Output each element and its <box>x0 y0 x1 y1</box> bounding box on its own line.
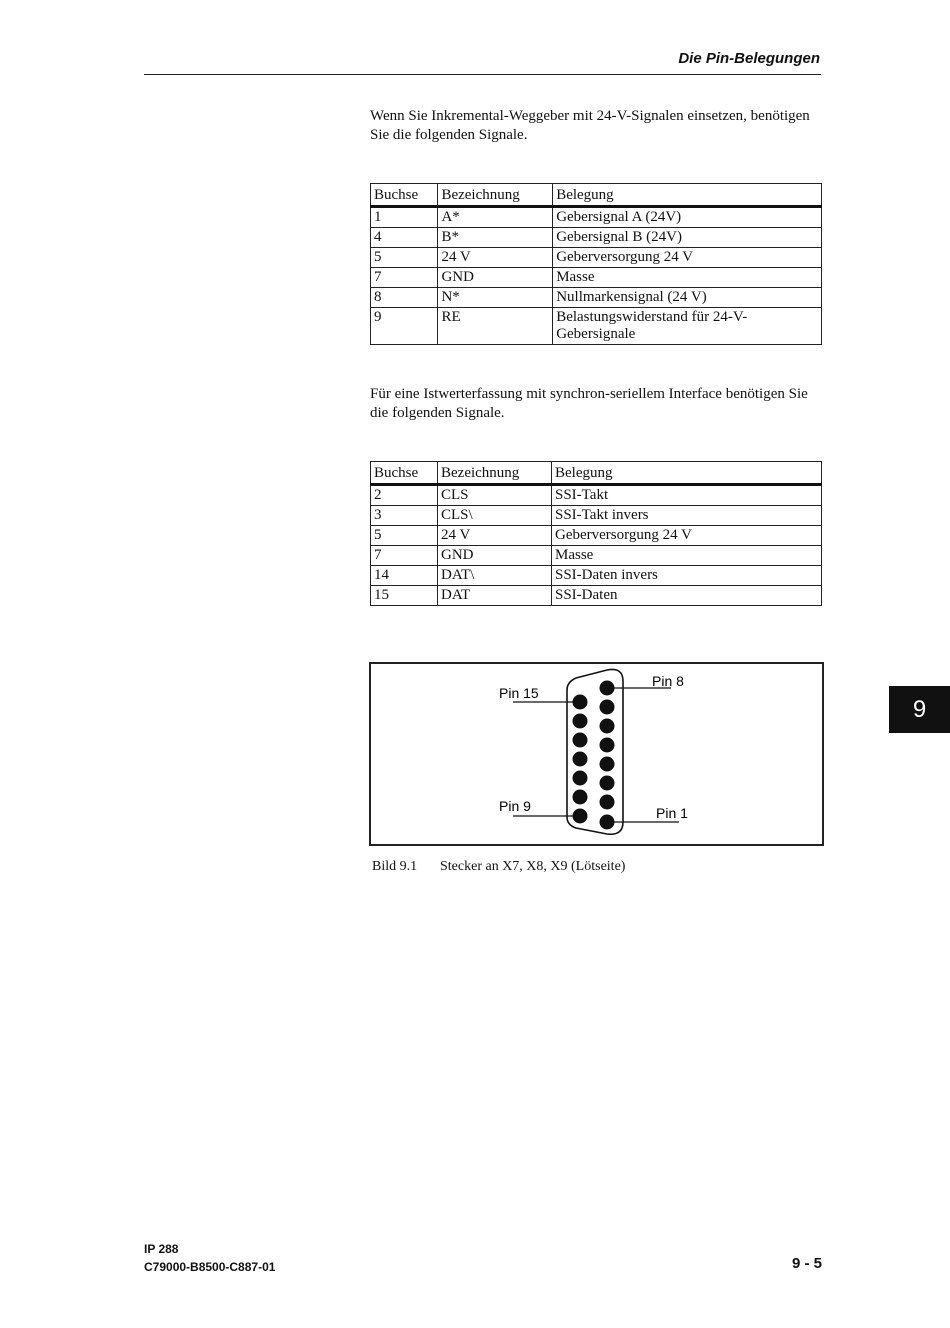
footer-left <box>144 1240 275 1276</box>
cell-belegung: Geberversorgung 24 V <box>553 248 822 268</box>
pin-dot <box>573 809 588 824</box>
pin-dot <box>600 795 615 810</box>
pin-dot <box>573 714 588 729</box>
figure-caption-text: Stecker an X7, X8, X9 (Lötseite) <box>440 859 626 874</box>
cell-buchse: 4 <box>371 228 438 248</box>
footer-product: IP 288 <box>144 1242 179 1256</box>
cell-bezeichnung: 24 V <box>438 248 553 268</box>
intro-paragraph-2: Für eine Istwerterfassung mit synchron-seriellem Interface benötigen Sie die folgenden Signale. <box>370 386 808 421</box>
cell-buchse: 9 <box>371 308 438 345</box>
pin-dot <box>573 771 588 786</box>
cell-belegung: Gebersignal B (24V) <box>553 228 822 248</box>
column-header-bezeichnung: Bezeichnung <box>438 184 553 207</box>
column-header-belegung: Belegung <box>552 462 822 485</box>
footer-page-number: 9 - 5 <box>791 1255 822 1272</box>
column-header-bezeichnung: Bezeichnung <box>438 462 552 485</box>
footer-order-number: C79000-B8500-C887-01 <box>144 1260 276 1274</box>
table-row <box>371 288 822 308</box>
pin-dot <box>600 738 615 753</box>
cell-belegung: SSI-Daten invers <box>552 566 822 586</box>
table-row <box>371 566 822 586</box>
label-pin-8: Pin 8 <box>652 673 684 689</box>
column-header-buchse: Buchse <box>371 462 438 485</box>
connector-figure-frame <box>369 662 824 846</box>
cell-belegung: Belastungswiderstand für 24-V-Gebersignale <box>553 308 822 345</box>
cell-belegung: SSI-Takt <box>552 485 822 506</box>
pin-dot <box>600 681 615 696</box>
pin-dot <box>573 695 588 710</box>
table-row <box>371 485 822 506</box>
figure-caption-number: Bild 9.1 <box>372 859 418 874</box>
table-row <box>371 248 822 268</box>
cell-bezeichnung: GND <box>438 268 553 288</box>
pin-table-ssi <box>370 461 822 606</box>
label-pin-1: Pin 1 <box>656 805 688 821</box>
cell-buchse: 5 <box>371 248 438 268</box>
cell-belegung: SSI-Takt invers <box>552 506 822 526</box>
cell-buchse: 1 <box>371 207 438 228</box>
cell-bezeichnung: GND <box>438 546 552 566</box>
table-row <box>371 506 822 526</box>
cell-bezeichnung: DAT <box>438 586 552 606</box>
page-header-title: Die Pin-Belegungen <box>678 50 820 67</box>
pin-dot <box>600 776 615 791</box>
table-row <box>371 228 822 248</box>
pin-dot <box>600 815 615 830</box>
pin-dot <box>600 719 615 734</box>
header-rule <box>144 74 821 75</box>
column-header-belegung: Belegung <box>553 184 822 207</box>
cell-buchse: 3 <box>371 506 438 526</box>
table-row <box>371 207 822 228</box>
pin-column-right <box>600 681 615 830</box>
cell-buchse: 15 <box>371 586 438 606</box>
cell-bezeichnung: CLS <box>438 485 552 506</box>
cell-buchse: 2 <box>371 485 438 506</box>
pin-dot <box>573 790 588 805</box>
pin-dot <box>573 733 588 748</box>
cell-bezeichnung: RE <box>438 308 553 345</box>
connector-shell <box>567 669 623 834</box>
table-row <box>371 546 822 566</box>
cell-buchse: 7 <box>371 268 438 288</box>
cell-belegung: Masse <box>553 268 822 288</box>
pin-dot <box>573 752 588 767</box>
cell-belegung: SSI-Daten <box>552 586 822 606</box>
cell-bezeichnung: CLS\ <box>438 506 552 526</box>
cell-bezeichnung: 24 V <box>438 526 552 546</box>
intro-paragraph-1: Wenn Sie Inkremental-Weggeber mit 24-V-Signalen einsetzen, benötigen Sie die folgenden Signale. <box>370 108 810 143</box>
pin-column-left <box>573 695 588 824</box>
figure-caption <box>372 859 625 875</box>
cell-belegung: Geberversorgung 24 V <box>552 526 822 546</box>
cell-belegung: Masse <box>552 546 822 566</box>
cell-belegung: Nullmarkensignal (24 V) <box>553 288 822 308</box>
table-row <box>371 268 822 288</box>
pin-table-24v <box>370 183 822 345</box>
table-row <box>371 586 822 606</box>
cell-buchse: 14 <box>371 566 438 586</box>
connector-diagram <box>371 664 822 844</box>
table-row <box>371 526 822 546</box>
table-header-row <box>371 462 822 485</box>
cell-bezeichnung: A* <box>438 207 553 228</box>
cell-bezeichnung: B* <box>438 228 553 248</box>
cell-belegung: Gebersignal A (24V) <box>553 207 822 228</box>
chapter-tab: 9 <box>889 686 950 733</box>
pin-dot <box>600 700 615 715</box>
cell-buchse: 7 <box>371 546 438 566</box>
label-pin-9: Pin 9 <box>499 798 531 814</box>
cell-buchse: 8 <box>371 288 438 308</box>
cell-buchse: 5 <box>371 526 438 546</box>
table-row <box>371 308 822 345</box>
pin-dot <box>600 757 615 772</box>
cell-bezeichnung: DAT\ <box>438 566 552 586</box>
cell-bezeichnung: N* <box>438 288 553 308</box>
table-header-row <box>371 184 822 207</box>
label-pin-15: Pin 15 <box>499 685 539 701</box>
column-header-buchse: Buchse <box>371 184 438 207</box>
